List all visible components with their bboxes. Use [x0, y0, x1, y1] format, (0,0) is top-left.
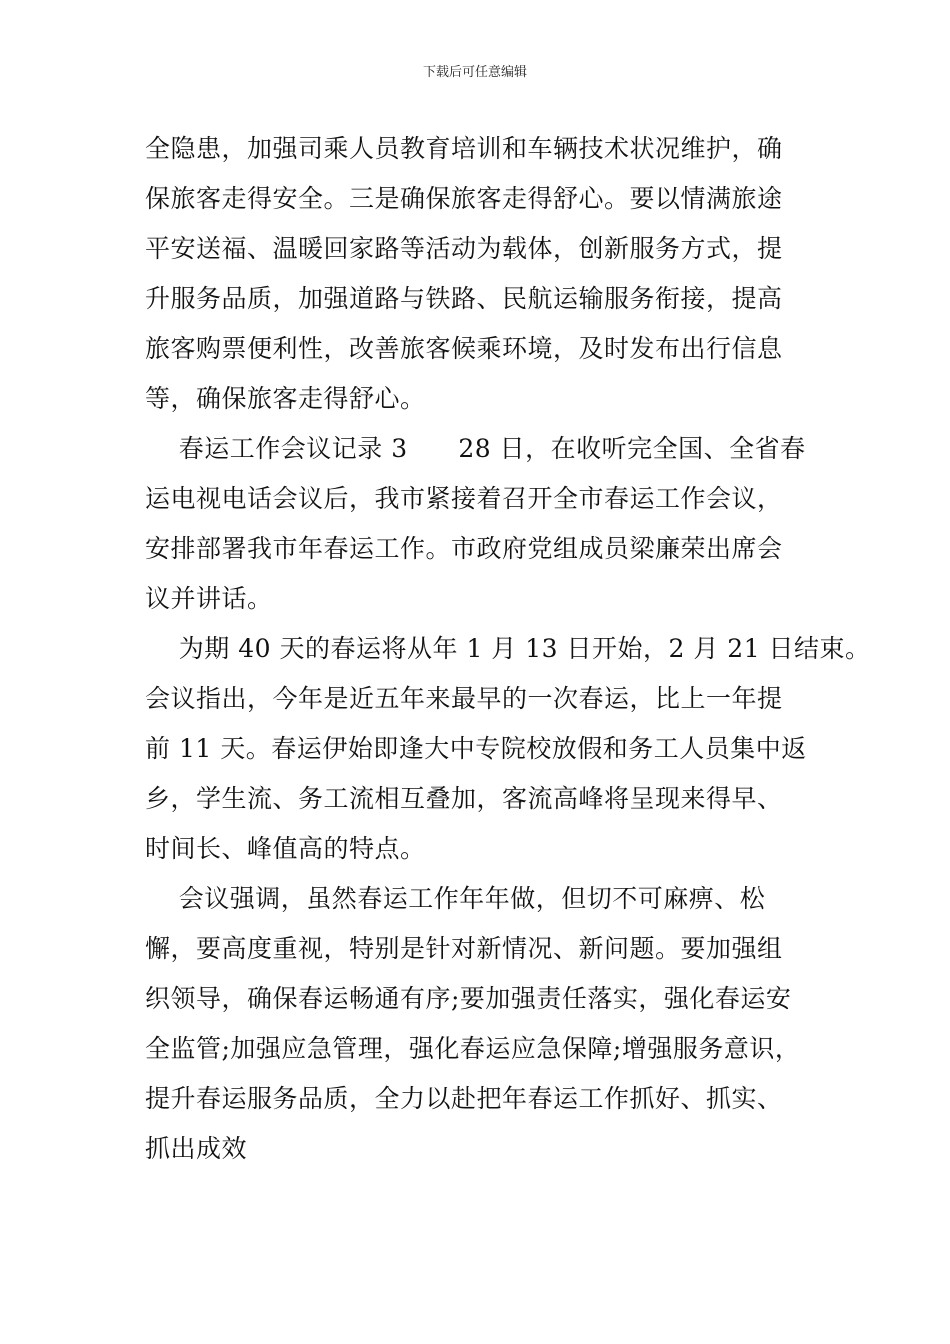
document-body — [145, 124, 871, 1174]
text-line: 会议指出，今年是近五年来最早的一次春运，比上一年提 — [145, 684, 783, 713]
text-line: 会议强调，虽然春运工作年年做，但切不可麻痹、松 — [145, 884, 766, 913]
text-line: 等，确保旅客走得舒心。 — [145, 384, 426, 413]
text-line: 为期 40 天的春运将从年 1 月 13 日开始，2 月 21 日结束。 — [145, 634, 871, 663]
text-line: 升服务品质，加强道路与铁路、民航运输服务衔接，提高 — [145, 284, 783, 313]
text-line: 运电视电话会议后，我市紧接着召开全市春运工作会议， — [145, 484, 783, 513]
text-line: 议并讲话。 — [145, 584, 273, 613]
text-line: 乡，学生流、务工流相互叠加，客流高峰将呈现来得早、 — [145, 784, 783, 813]
text-line: 时间长、峰值高的特点。 — [145, 834, 426, 863]
text-line: 春运工作会议记录 3 28 日，在收听完全国、全省春 — [145, 434, 806, 463]
text-line: 保旅客走得安全。三是确保旅客走得舒心。要以情满旅途 — [145, 184, 783, 213]
text-line: 抓出成效 — [145, 1134, 248, 1163]
text-line: 安排部署我市年春运工作。市政府党组成员梁廉荣出席会 — [145, 534, 783, 563]
text-line: 织领导，确保春运畅通有序;要加强责任落实，强化春运安 — [145, 984, 792, 1013]
page-header: 下载后可任意编辑 — [422, 65, 527, 80]
text-line: 全隐患，加强司乘人员教育培训和车辆技术状况维护，确 — [145, 134, 783, 163]
text-line: 全监管;加强应急管理，强化春运应急保障;增强服务意识， — [145, 1034, 801, 1063]
text-line: 提升春运服务品质，全力以赴把年春运工作抓好、抓实、 — [145, 1084, 783, 1113]
text-line: 平安送福、温暖回家路等活动为载体，创新服务方式，提 — [145, 234, 783, 263]
text-line: 懈，要高度重视，特别是针对新情况、新问题。要加强组 — [145, 934, 783, 963]
text-line: 旅客购票便利性，改善旅客候乘环境，及时发布出行信息 — [145, 334, 783, 363]
text-line: 前 11 天。春运伊始即逢大中专院校放假和务工人员集中返 — [145, 734, 807, 763]
